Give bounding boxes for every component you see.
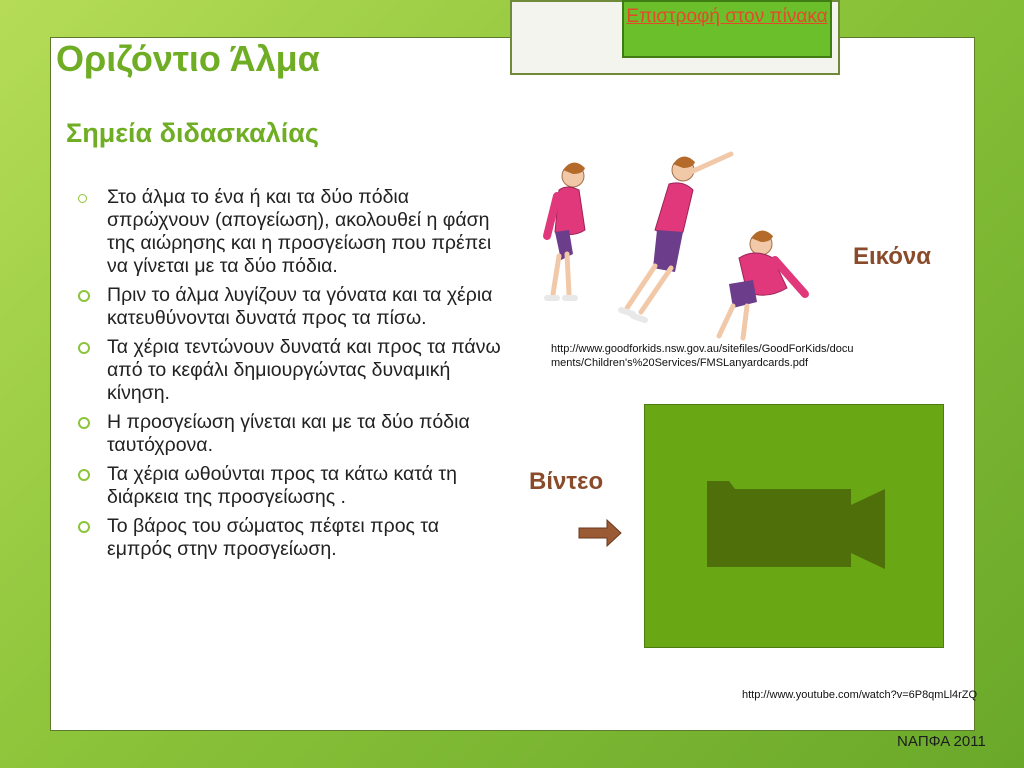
circle-bullet-icon [78, 194, 87, 203]
circle-bullet-icon [78, 417, 90, 429]
jumper-flight-figure [621, 154, 731, 320]
list-item [72, 515, 502, 561]
list-item [72, 411, 502, 457]
slide-title: Οριζόντιο Άλμα [56, 38, 320, 79]
video-player[interactable] [644, 404, 944, 648]
slide-subtitle: Σημεία διδασκαλίας [66, 118, 319, 148]
long-jump-illustration [533, 148, 833, 343]
back-to-board-button[interactable]: Επιστροφή στον πίνακα [622, 0, 832, 58]
jumper-landing-figure [719, 230, 805, 338]
list-item [72, 336, 502, 405]
footer-text: ΝΑΠΦΑ 2011 [897, 733, 986, 750]
list-item-text: Τα χέρια τεντώνουν δυνατά και προς τα πάνω από το κεφάλι δημιουργώντας δυναμική κίνηση. [107, 336, 501, 404]
list-item-text: Η προσγείωση γίνεται και με τα δύο πόδια ταυτόχρονα. [107, 411, 470, 456]
list-item-text: Τα χέρια ωθούνται προς τα κάτω κατά τη διάρκεια της προσγείωσης . [107, 463, 457, 508]
list-item-text: Το βάρος του σώματος πέφτει προς τα εμπρός στην προσγείωση. [107, 515, 440, 560]
video-label: Βίντεο [529, 468, 604, 495]
list-item-text: Πριν το άλμα λυγίζουν τα γόνατα και τα χέρια κατευθύνονται δυνατά προς τα πίσω. [107, 284, 493, 329]
circle-bullet-icon [78, 342, 90, 354]
list-item-text: Στο άλμα το ένα ή και τα δύο πόδια σπρώχνουν (απογείωση), ακολουθεί η φάση της αιώρησης και η προσγείωση που πρέπει να γίνεται με τα δύο πόδια. [107, 186, 492, 277]
video-source-link[interactable]: http://www.youtube.com/watch?v=6P8qmLl4rZQ [742, 689, 978, 701]
list-item [72, 284, 502, 330]
circle-bullet-icon [78, 290, 90, 302]
video-camera-icon [645, 405, 943, 647]
list-item [72, 463, 502, 509]
circle-bullet-icon [78, 521, 90, 533]
circle-bullet-icon [78, 469, 90, 481]
jumper-crouch-figure [547, 162, 585, 298]
teaching-points-list [72, 186, 502, 567]
list-item [72, 186, 502, 278]
image-label: Εικόνα [853, 243, 932, 270]
image-source-link[interactable]: http://www.goodforkids.nsw.gov.au/sitefiles/GoodForKids/documents/Children's%20Services/FMSLanyardcards.pdf [551, 343, 854, 369]
arrow-right-icon [578, 519, 622, 547]
